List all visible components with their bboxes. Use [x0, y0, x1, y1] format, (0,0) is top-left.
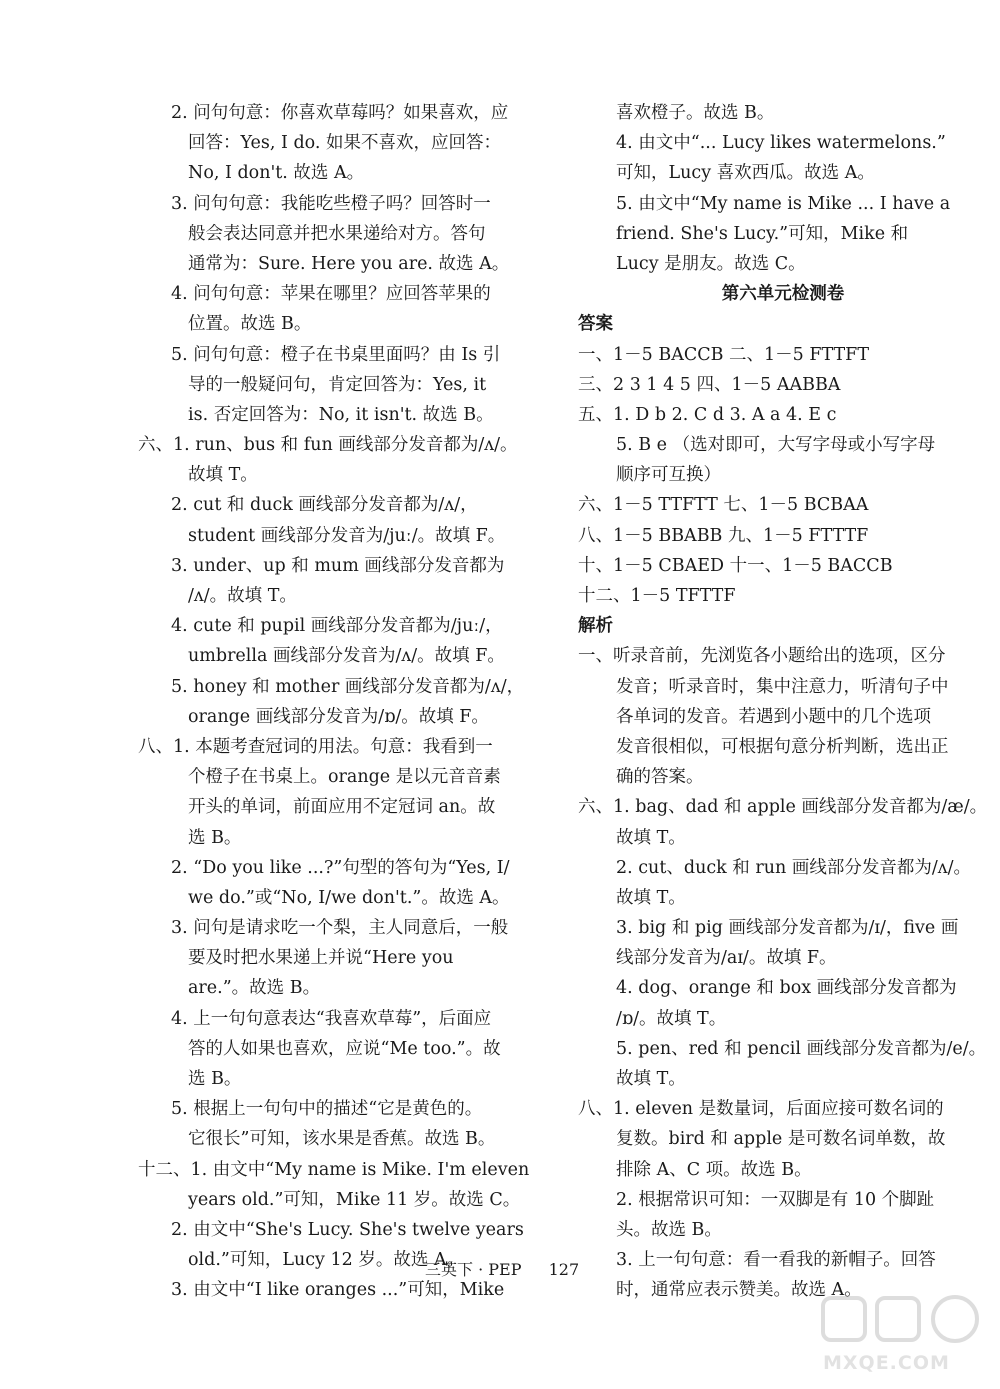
- text-line: 导的一般疑问句，肯定回答为：Yes, it: [188, 374, 487, 395]
- text-line: 解析: [578, 616, 613, 637]
- text-line: 3. 问句是请求吃一个梨，主人同意后，一般: [171, 918, 509, 939]
- text-line: umbrella 画线部分发音为/ʌ/。故填 F。: [188, 646, 505, 667]
- text-line: 故填 T。: [616, 887, 686, 908]
- text-line: 3. under、up 和 mum 画线部分发音都为: [171, 555, 505, 576]
- text-line: 八、1. 本题考查冠词的用法。句意：我看到一: [138, 736, 493, 757]
- text-line: 2. 问句句意：你喜欢草莓吗？如果喜欢，应: [171, 103, 509, 123]
- text-line: 5. 根据上一句句中的描述“它是黄色的。: [171, 1099, 483, 1120]
- text-line: 般会表达同意并把水果递给对方。答句: [188, 223, 486, 244]
- text-line: 故填 T。: [188, 465, 258, 486]
- text-line: 三、2 3 1 4 5 四、1－5 AABBA: [578, 374, 841, 395]
- text-line: student 画线部分发音为/juː/。故填 F。: [188, 525, 506, 546]
- watermark-text: MXQE.COM: [823, 1352, 950, 1374]
- text-line: 4. cute 和 pupil 画线部分发音都为/juː/，: [171, 616, 503, 637]
- text-line: friend. She's Lucy.”可知，Mike 和: [616, 223, 909, 244]
- text-line: 2. 由文中“She's Lucy. She's twelve years: [171, 1219, 524, 1240]
- text-line: 六、1. bag、dad 和 apple 画线部分发音都为/æ/。: [578, 797, 988, 818]
- text-line: 各单词的发音。若遇到小题中的几个选项: [616, 706, 931, 727]
- text-line: /ɒ/。故填 T。: [616, 1008, 727, 1029]
- page-footer: [425, 1257, 579, 1280]
- text-line: 故填 T。: [616, 1069, 686, 1089]
- text-line: 排除 A、C 项。故选 B。: [616, 1159, 812, 1180]
- text-line: 选 B。: [188, 1069, 242, 1089]
- watermark: [815, 1290, 995, 1385]
- text-line: 4. 问句句意：苹果在哪里？应回答苹果的: [171, 284, 491, 305]
- text-line: 一、听录音前，先浏览各小题给出的选项，区分: [578, 646, 946, 667]
- text-line: /ʌ/。故填 T。: [188, 586, 297, 606]
- text-line: 5. B e （选对即可，大写字母或小写字母: [616, 435, 936, 456]
- text-line: 答案: [578, 314, 613, 335]
- text-line: 2. 根据常识可知：一双脚是有 10 个脚趾: [616, 1189, 935, 1210]
- text-line: 五、1. D b 2. C d 3. A a 4. E c: [578, 404, 837, 425]
- text-line: 十二、1－5 TFTTF: [578, 586, 736, 606]
- left-column: [138, 98, 548, 1306]
- text-line: 它很长”可知，该水果是香蕉。故选 B。: [188, 1129, 496, 1150]
- text-line: 十二、1. 由文中“My name is Mike. I'm eleven: [138, 1159, 530, 1180]
- text-line: 六、1－5 TTFTT 七、1－5 BCBAA: [578, 495, 869, 516]
- text-line: 3. 由文中“I like oranges ...”可知，Mike: [171, 1280, 505, 1301]
- text-line: 5. 由文中“My name is Mike ... I have a: [616, 193, 951, 214]
- text-line: 2. cut、duck 和 run 画线部分发音都为/ʌ/。: [616, 857, 972, 878]
- text-line: years old.”可知，Mike 11 岁。故选 C。: [188, 1189, 521, 1210]
- text-line: 时，通常应表示赞美。故选 A。: [616, 1280, 862, 1301]
- text-line: 八、1－5 BBABB 九、1－5 FTTTF: [578, 525, 869, 546]
- text-line: 回答：Yes, I do. 如果不喜欢，应回答：: [188, 133, 502, 154]
- text-line: 开头的单词，前面应用不定冠词 an。故: [188, 797, 496, 818]
- text-line: 头。故选 B。: [616, 1219, 722, 1240]
- text-line: 确的答案。: [616, 767, 704, 788]
- text-line: 2. cut 和 duck 画线部分发音都为/ʌ/，: [171, 495, 478, 516]
- text-line: 4. dog、orange 和 box 画线部分发音都为: [616, 978, 957, 999]
- text-line: 顺序可互换）: [616, 465, 721, 486]
- text-line: 要及时把水果递上并说“Here you: [188, 948, 454, 969]
- text-line: is. 否定回答为：No, it isn't. 故选 B。: [188, 404, 494, 425]
- right-column: [578, 98, 988, 1306]
- text-line: 故填 T。: [616, 827, 686, 848]
- text-line: 通常为：Sure. Here you are. 故选 A。: [188, 253, 510, 274]
- text-line: 十、1－5 CBAED 十一、1－5 BACCB: [578, 555, 893, 576]
- text-line: 发音；听录音时，集中注意力，听清句子中: [616, 676, 949, 697]
- text-line: 位置。故选 B。: [188, 314, 312, 335]
- text-line: 第六单元检测卷: [721, 284, 845, 305]
- text-line: 5. 问句句意：橙子在书桌里面吗？由 Is 引: [171, 344, 501, 365]
- text-line: 5. honey 和 mother 画线部分发音都为/ʌ/，: [171, 676, 525, 697]
- text-line: 5. pen、red 和 pencil 画线部分发音都为/e/。: [616, 1038, 987, 1059]
- text-line: 线部分发音为/aɪ/。故填 F。: [616, 948, 837, 969]
- text-line: Lucy 是朋友。故选 C。: [616, 253, 806, 274]
- text-line: 可知，Lucy 喜欢西瓜。故选 A。: [616, 163, 875, 184]
- text-line: 2. “Do you like ...?”句型的答句为“Yes, I/: [171, 857, 510, 878]
- text-line: orange 画线部分发音为/ɒ/。故填 F。: [188, 706, 489, 727]
- text-line: 个橙子在书桌上。orange 是以元音音素: [188, 767, 501, 788]
- text-line: we do.”或“No, I/we don't.”。故选 A。: [188, 887, 510, 908]
- text-line: 3. big 和 pig 画线部分发音都为/ɪ/，five 画: [616, 918, 959, 939]
- text-line: 4. 上一句句意表达“我喜欢草莓”，后面应: [171, 1008, 492, 1029]
- text-line: 答的人如果也喜欢，应说“Me too.”。故: [188, 1038, 501, 1059]
- text-line: are.”。故选 B。: [188, 978, 321, 999]
- watermark-logo-icon: [815, 1290, 995, 1350]
- text-line: 六、1. run、bus 和 fun 画线部分发音都为/ʌ/。: [138, 435, 518, 456]
- text-line: 八、1. eleven 是数量词，后面应接可数名词的: [578, 1099, 944, 1120]
- text-line: 发音很相似，可根据句意分析判断，选出正: [616, 736, 949, 757]
- footer-label: 三英下 · PEP: [425, 1260, 522, 1279]
- page-number: 127: [548, 1260, 580, 1279]
- text-line: 一、1－5 BACCB 二、1－5 FTTFT: [578, 344, 869, 365]
- text-line: old.”可知，Lucy 12 岁。故选 A。: [188, 1250, 465, 1271]
- text-line: 3. 问句句意：我能吃些橙子吗？回答时一: [171, 193, 491, 214]
- text-line: 选 B。: [188, 827, 242, 848]
- text-line: 4. 由文中“... Lucy likes watermelons.”: [616, 133, 946, 154]
- text-line: 复数。bird 和 apple 是可数名词单数，故: [616, 1129, 946, 1150]
- text-line: 喜欢橙子。故选 B。: [616, 103, 775, 123]
- text-line: No, I don't. 故选 A。: [188, 163, 365, 184]
- text-line: 3. 上一句句意：看一看我的新帽子。回答: [616, 1250, 936, 1271]
